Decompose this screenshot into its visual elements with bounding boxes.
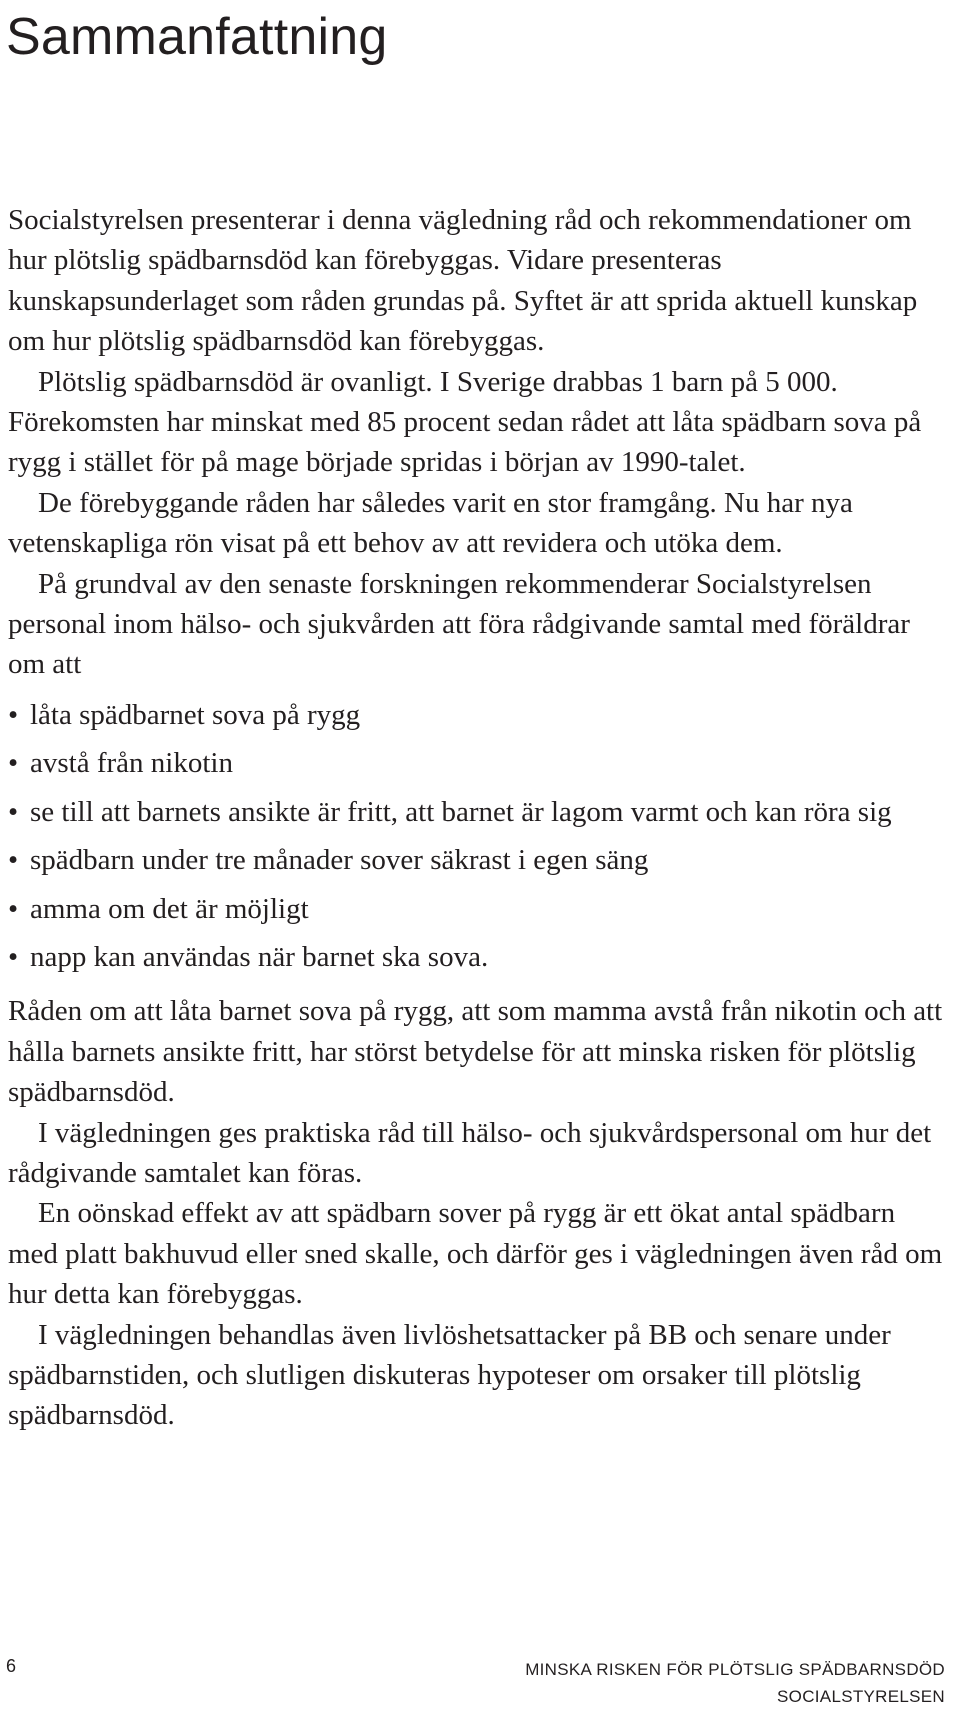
- list-item: [8, 937, 948, 977]
- paragraph-practical-advice: I vägledningen ges praktiska råd till hälso- och sjukvårdspersonal om hur det rådgivande samtalet kan föras.: [8, 1116, 932, 1189]
- bullet-icon: •: [8, 892, 19, 925]
- list-item-text: se till att barnets ansikte är fritt, att barnet är lagom varmt och kan röra sig: [30, 795, 892, 828]
- list-item-text: avstå från nikotin: [30, 747, 233, 780]
- list-item-text: amma om det är möjligt: [30, 892, 309, 925]
- list-item-text: napp kan användas när barnet ska sova.: [30, 940, 489, 973]
- page-footer: [0, 1650, 945, 1706]
- list-item: [8, 743, 948, 783]
- footer-publication-info: [525, 1656, 945, 1710]
- bullet-icon: •: [8, 940, 19, 973]
- list-item-text: spädbarn under tre månader sover säkrast i egen säng: [30, 844, 649, 877]
- paragraph-further-topics: I vägledningen behandlas även livlöshetsattacker på BB och senare under spädbarnstiden, och slutligen diskuteras hypoteser om orsaker till plötslig spädbarnsdöd.: [8, 1318, 891, 1432]
- paragraph-incidence: Plötslig spädbarnsdöd är ovanligt. I Sverige drabbas 1 barn på 5 000. Förekomsten har minskat med 85 procent sedan rådet att låta spädbarn sova på rygg i stället för på mage började spridas i början av 1990-talet.: [8, 365, 922, 479]
- list-item: [8, 695, 948, 735]
- paragraph-key-advice: Råden om att låta barnet sova på rygg, att som mamma avstå från nikotin och att hålla barnets ansikte fritt, har störst betydelse för att minska risken för plötslig spädbarnsdöd.: [8, 995, 943, 1109]
- bullet-icon: •: [8, 795, 19, 828]
- page-title: Sammanfattning: [6, 8, 388, 66]
- bullet-icon: •: [8, 698, 19, 731]
- list-item: [8, 792, 948, 832]
- page-number: 6: [6, 1656, 17, 1676]
- paragraph-recommendation: På grundval av den senaste forskningen rekommenderar Socialstyrelsen personal inom hälso- och sjukvården att föra rådgivande samtal med föräldrar om att: [8, 567, 910, 681]
- list-item-text: låta spädbarnet sova på rygg: [30, 698, 361, 731]
- list-item: [8, 840, 948, 880]
- advice-list: [8, 695, 948, 977]
- publisher-name: SOCIALSTYRELSEN: [777, 1687, 945, 1706]
- paragraph-side-effect: En oönskad effekt av att spädbarn sover på rygg är ett ökat antal spädbarn med platt bakhuvud eller sned skalle, och därför ges i vägledningen även råd om hur detta kan förebyggas.: [8, 1197, 943, 1311]
- bullet-icon: •: [8, 844, 19, 877]
- list-item: [8, 889, 948, 929]
- bullet-icon: •: [8, 747, 19, 780]
- publication-title: MINSKA RISKEN FÖR PLÖTSLIG SPÄDBARNSDÖD: [525, 1660, 945, 1679]
- summary-body: [8, 200, 948, 1436]
- paragraph-success: De förebyggande råden har således varit en stor framgång. Nu har nya vetenskapliga rön visat på ett behov av att revidera och utöka dem.: [8, 486, 853, 560]
- paragraph-intro: Socialstyrelsen presenterar i denna vägledning råd och rekommendationer om hur plötslig spädbarnsdöd kan förebyggas. Vidare presenteras kunskapsunderlaget som råden grundas på. Syftet är att sprida aktuell kunskap om hur plötslig spädbarnsdöd kan förebyggas.: [8, 204, 918, 358]
